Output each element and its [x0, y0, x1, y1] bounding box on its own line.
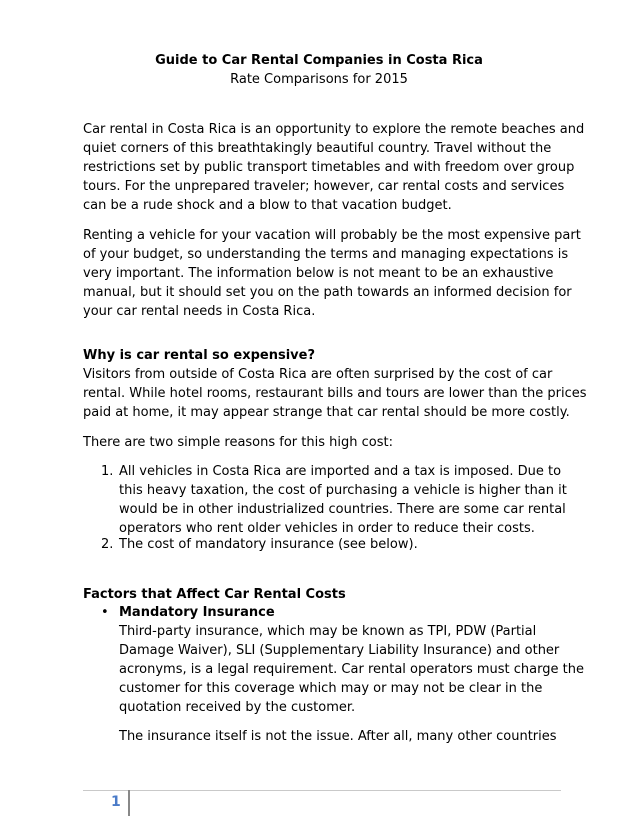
bullet-item-mandatory-insurance	[119, 603, 584, 717]
list-marker: 2.	[101, 537, 114, 552]
paragraph-line: customer for this coverage which may or may not be clear in the	[119, 681, 543, 696]
paragraph-line: paid at home, it may appear strange that car rental should be more costly.	[83, 405, 570, 420]
bullet-paragraph-2	[119, 727, 557, 746]
section-heading: Why is car rental so expensive?	[83, 348, 315, 363]
list-item	[119, 535, 418, 554]
page-number: 1	[111, 794, 121, 810]
paragraph-line: of your budget, so understanding the terms and managing expectations is	[83, 247, 569, 262]
footer-divider	[83, 790, 561, 791]
list-item-line: would be in other industrialized countries. There are some car rental	[119, 502, 566, 517]
list-item-line: operators who rent older vehicles in order to reduce their costs.	[119, 521, 535, 536]
paragraph-line: acronyms, is a legal requirement. Car rental operators must charge the	[119, 662, 584, 677]
section-why-expensive	[83, 346, 587, 422]
paragraph-line: Third-party insurance, which may be known as TPI, PDW (Partial	[119, 624, 537, 639]
list-item-line: The cost of mandatory insurance (see below).	[119, 537, 418, 552]
document-title: Guide to Car Rental Companies in Costa Rica	[155, 53, 483, 68]
paragraph-line: tours. For the unprepared traveler; however, car rental costs and services	[83, 179, 565, 194]
paragraph-line: quotation received by the customer.	[119, 700, 356, 715]
section-factors	[83, 585, 583, 604]
paragraph-line: restrictions set by public transport timetables and with freedom over group	[83, 160, 575, 175]
paragraph-line: rental. While hotel rooms, restaurant bills and tours are lower than the prices	[83, 386, 587, 401]
paragraph-line: Renting a vehicle for your vacation will probably be the most expensive part	[83, 228, 581, 243]
paragraph-line: The insurance itself is not the issue. After all, many other countries	[119, 729, 557, 744]
list-marker: 1.	[101, 464, 114, 479]
footer-vertical-bar	[128, 790, 130, 816]
paragraph-line: manual, but it should set you on the path towards an informed decision for	[83, 285, 572, 300]
paragraph-line: Car rental in Costa Rica is an opportunity to explore the remote beaches and	[83, 122, 585, 137]
paragraph-line: very important. The information below is not meant to be an exhaustive	[83, 266, 554, 281]
paragraph-line: quiet corners of this breathtakingly beautiful country. Travel without the	[83, 141, 552, 156]
list-item	[119, 462, 567, 538]
bullet-title: Mandatory Insurance	[119, 605, 275, 620]
document-subtitle: Rate Comparisons for 2015	[230, 72, 408, 87]
paragraph-line: can be a rude shock and a blow to that vacation budget.	[83, 198, 452, 213]
list-item-line: this heavy taxation, the cost of purchasing a vehicle is higher than it	[119, 483, 567, 498]
paragraph-line: your car rental needs in Costa Rica.	[83, 304, 316, 319]
intro-paragraph-1	[83, 120, 583, 215]
list-item-line: All vehicles in Costa Rica are imported and a tax is imposed. Due to	[119, 464, 562, 479]
paragraph-line: Visitors from outside of Costa Rica are often surprised by the cost of car	[83, 367, 553, 382]
bullet-marker: •	[101, 605, 109, 620]
intro-paragraph-2	[83, 226, 583, 321]
section-heading: Factors that Affect Car Rental Costs	[83, 587, 346, 602]
reasons-intro	[83, 433, 583, 452]
paragraph-line: Damage Waiver), SLI (Supplementary Liability Insurance) and other	[119, 643, 560, 658]
paragraph-line: There are two simple reasons for this high cost:	[83, 435, 393, 450]
